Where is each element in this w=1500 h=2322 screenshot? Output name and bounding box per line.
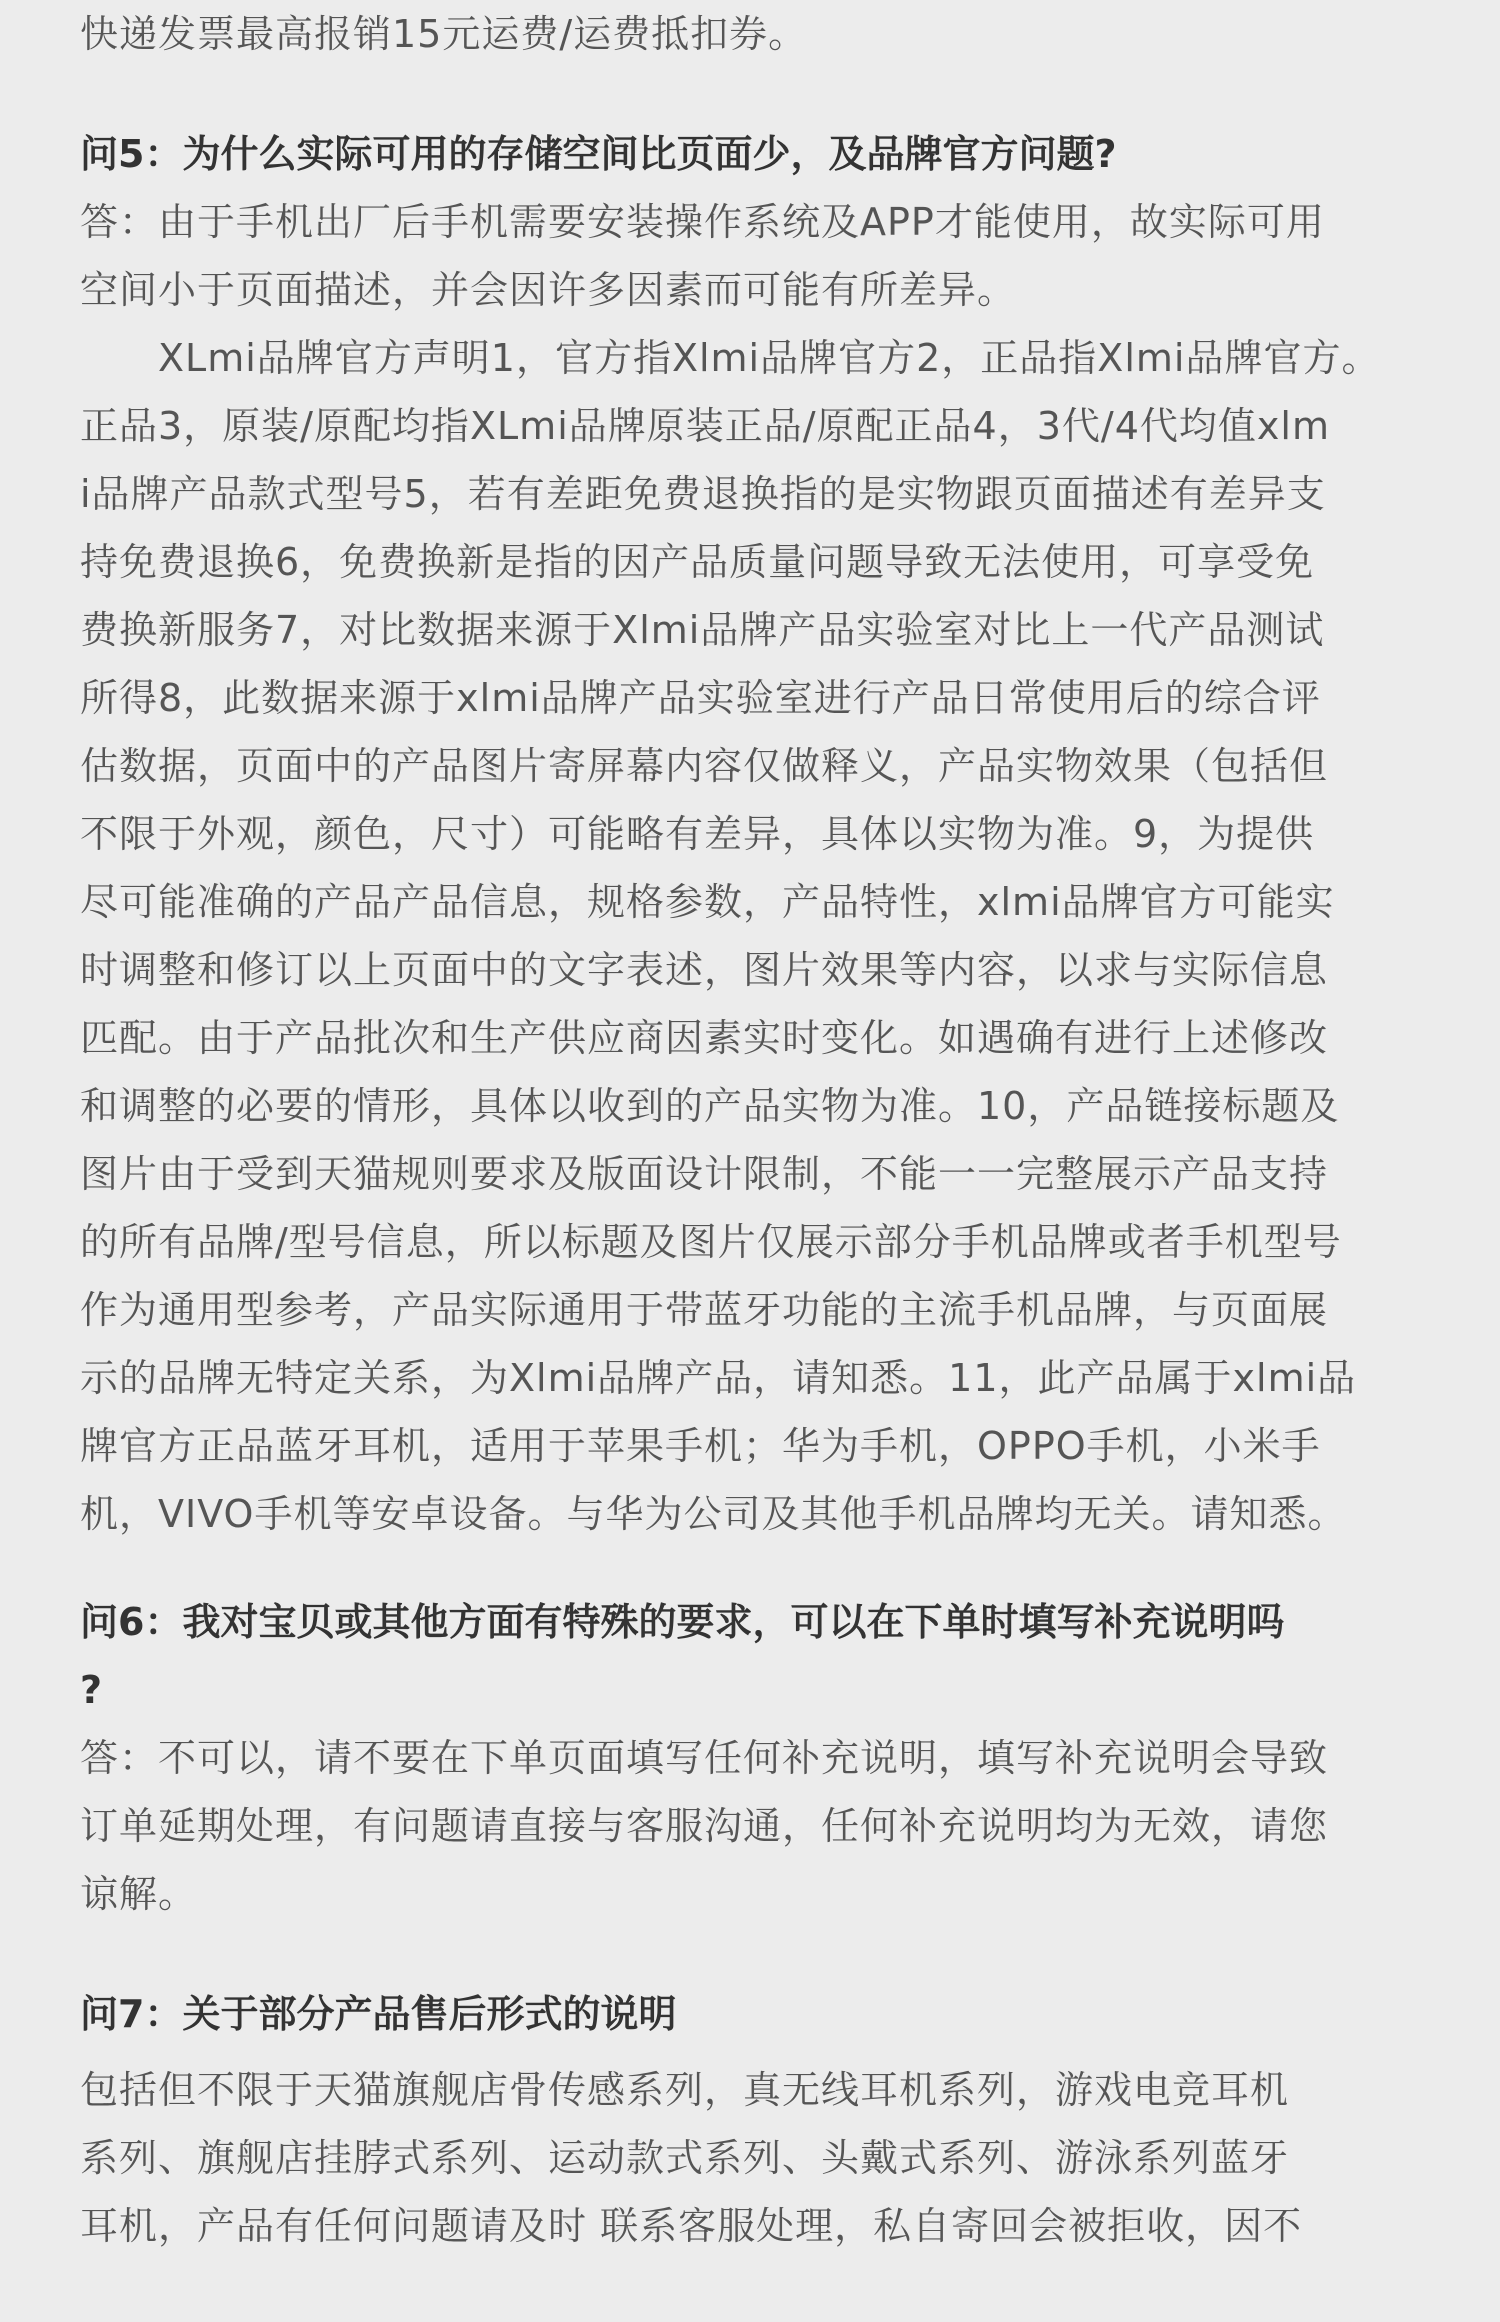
statement-line: 作为通用型参考，产品实际通用于带蓝牙功能的主流手机品牌，与页面展: [80, 1288, 1329, 1332]
intro-line: 快递发票最高报销15元运费/运费抵扣券。: [80, 12, 808, 56]
statement-line: 不限于外观，颜色，尺寸）可能略有差异，具体以实物为准。9，为提供: [80, 812, 1315, 856]
answer-line: 空间小于页面描述，并会因许多因素而可能有所差异。: [80, 268, 1017, 312]
statement-line: 匹配。由于产品批次和生产供应商因素实时变化。如遇确有进行上述修改: [80, 1016, 1329, 1060]
statement-line: 估数据，页面中的产品图片寄屏幕内容仅做释义，产品实物效果（包括但: [80, 744, 1329, 788]
statement-line: 时调整和修订以上页面中的文字表述，图片效果等内容，以求与实际信息: [80, 948, 1329, 992]
faq-q6-question: 问6：我对宝贝或其他方面有特殊的要求，可以在下单时填写补充说明吗: [80, 1600, 1285, 1644]
faq-q5-section: [80, 120, 1420, 1548]
statement-line: 正品3，原装/原配均指XLmi品牌原装正品/原配正品4，3代/4代均值xlm: [80, 404, 1330, 448]
faq-q7-answer: [80, 2056, 1420, 2260]
statement-line: 图片由于受到天猫规则要求及版面设计限制，不能一一完整展示产品支持: [80, 1152, 1329, 1196]
statement-line: XLmi品牌官方声明1，官方指Xlmi品牌官方2，正品指Xlmi品牌官方。: [158, 336, 1381, 380]
faq-q5-answer: [80, 188, 1420, 324]
statement-line: i品牌产品款式型号5，若有差距免费退换指的是实物跟页面描述有差异支: [80, 472, 1326, 516]
answer-line: 系列、旗舰店挂脖式系列、运动款式系列、头戴式系列、游泳系列蓝牙: [80, 2136, 1290, 2180]
statement-line: 的所有品牌/型号信息，所以标题及图片仅展示部分手机品牌或者手机型号: [80, 1220, 1342, 1264]
statement-line: 牌官方正品蓝牙耳机，适用于苹果手机；华为手机，OPPO手机，小米手: [80, 1424, 1321, 1468]
answer-line: 耳机，产品有任何问题请及时 联系客服处理，私自寄回会被拒收，因不: [80, 2204, 1303, 2248]
statement-line: 和调整的必要的情形，具体以收到的产品实物为准。10，产品链接标题及: [80, 1084, 1340, 1128]
answer-line: 谅解。: [80, 1872, 198, 1916]
faq-q5-question: 问5：为什么实际可用的存储空间比页面少，及品牌官方问题?: [80, 132, 1117, 176]
faq-q6-answer: [80, 1724, 1420, 1928]
answer-line: 答：不可以，请不要在下单页面填写任何补充说明，填写补充说明会导致: [80, 1736, 1329, 1780]
statement-line: 示的品牌无特定关系，为Xlmi品牌产品，请知悉。11，此产品属于xlmi品: [80, 1356, 1357, 1400]
faq-q7-question: 问7：关于部分产品售后形式的说明: [80, 1992, 677, 2036]
statement-line: 所得8，此数据来源于xlmi品牌产品实验室进行产品日常使用后的综合评: [80, 676, 1321, 720]
statement-line: 机，VIVO手机等安卓设备。与华为公司及其他手机品牌均无关。请知悉。: [80, 1492, 1347, 1536]
brand-statement: [80, 324, 1420, 1548]
answer-line: 订单延期处理，有问题请直接与客服沟通，任何补充说明均为无效，请您: [80, 1804, 1329, 1848]
statement-line: 持免费退换6，免费换新是指的因产品质量问题导致无法使用，可享受免: [80, 540, 1315, 584]
answer-line: 包括但不限于天猫旗舰店骨传感系列，真无线耳机系列，游戏电竞耳机: [80, 2068, 1290, 2112]
statement-line: 费换新服务7，对比数据来源于Xlmi品牌产品实验室对比上一代产品测试: [80, 608, 1325, 652]
answer-line: 答：由于手机出厂后手机需要安装操作系统及APP才能使用，故实际可用: [80, 200, 1325, 244]
faq-q6-section: [80, 1588, 1420, 1928]
faq-q7-section: [80, 1980, 1420, 2260]
faq-q6-question-cont: ?: [80, 1668, 103, 1712]
statement-line: 尽可能准确的产品产品信息，规格参数，产品特性，xlmi品牌官方可能实: [80, 880, 1335, 924]
intro-section: [80, 0, 1420, 68]
